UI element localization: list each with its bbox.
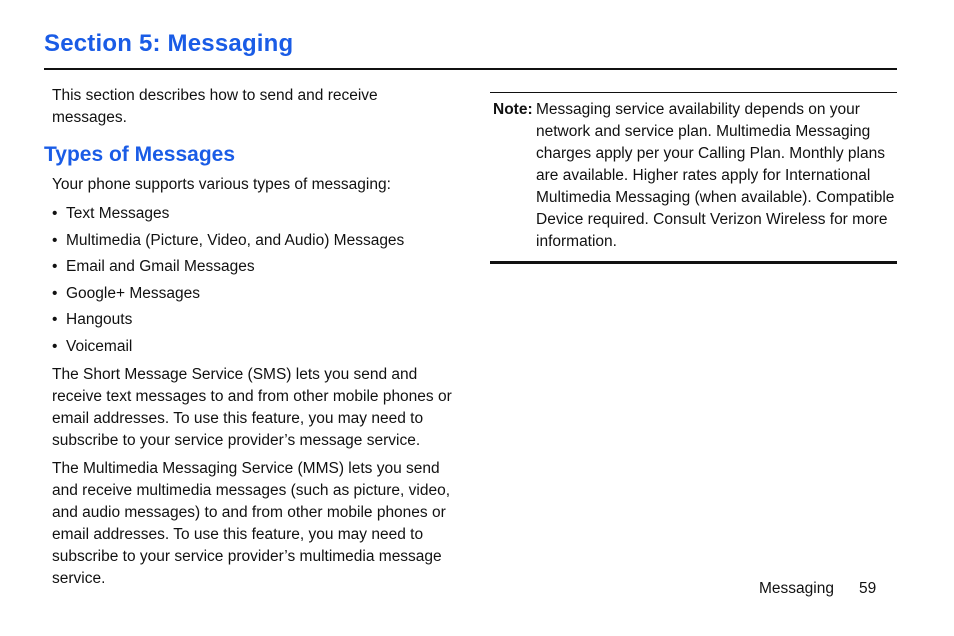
bullet-icon: • <box>52 205 58 222</box>
left-column <box>44 85 452 590</box>
list-item: • Google+ Messages <box>52 283 452 305</box>
footer-section-name: Messaging <box>759 580 834 597</box>
list-item: • Multimedia (Picture, Video, and Audio) Messages <box>52 230 452 252</box>
list-item: • Email and Gmail Messages <box>52 256 452 278</box>
title-divider <box>44 68 897 70</box>
bullet-icon: • <box>52 231 58 249</box>
mms-paragraph: The Multimedia Messaging Service (MMS) lets you send and receive multimedia messages (such as picture, video, and audio messages) to and from other mobile phones or email addresses. To use this feature, you may need to subscribe to your service provider’s multimedia message service. <box>52 459 451 587</box>
list-item: • Voicemail <box>52 336 452 358</box>
bullet-icon: • <box>52 337 58 355</box>
section-title: Section 5: Messaging <box>44 30 294 57</box>
bullet-icon: • <box>52 284 58 302</box>
note-text: Messaging service availability depends on your network and service plan. Multimedia Messaging charges apply per your Calling Plan. Monthly plans are available. Higher rates apply for International Multimedia Messaging (when available). Compatible Device required. Consult Verizon Wireless for more information. <box>536 101 895 250</box>
page-number: 59 <box>859 580 877 597</box>
bullet-icon: • <box>52 311 58 328</box>
list-item: • Text Messages <box>52 203 452 225</box>
message-types-list <box>52 203 452 358</box>
types-of-messages-heading: Types of Messages <box>44 143 236 166</box>
note-box <box>490 92 897 264</box>
list-item: • Hangouts <box>52 309 452 331</box>
bullet-icon: • <box>52 258 58 275</box>
note-label: Note: <box>493 101 533 118</box>
intro-text: This section describes how to send and receive messages. <box>52 87 378 126</box>
types-lead-text: Your phone supports various types of messaging: <box>52 176 391 193</box>
sms-paragraph: The Short Message Service (SMS) lets you send and receive text messages to and from other mobile phones or email addresses. To use this feature, you may need to subscribe to your service provider’s message service. <box>52 365 452 449</box>
